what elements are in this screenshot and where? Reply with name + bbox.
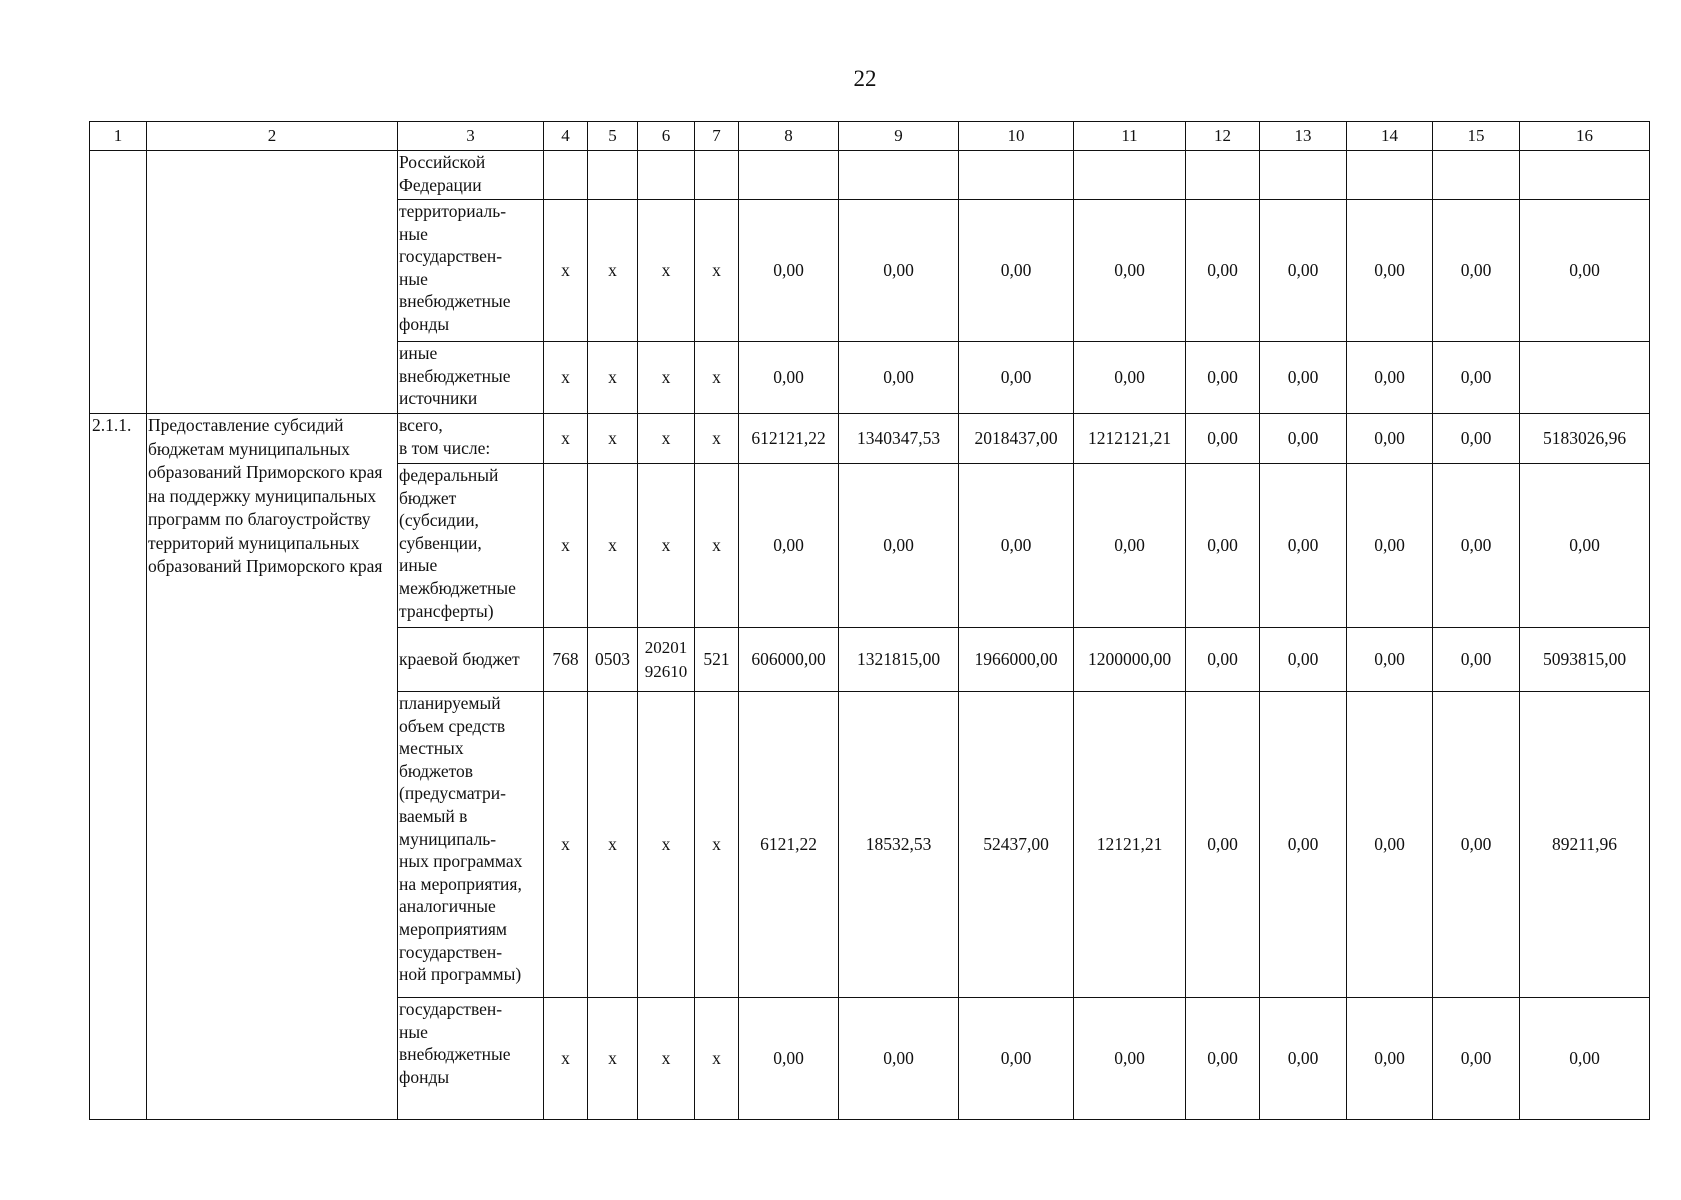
header-cell: 12 bbox=[1186, 122, 1260, 151]
value-cell: 0,00 bbox=[959, 200, 1074, 342]
value-cell bbox=[1186, 151, 1260, 200]
value-cell: 5183026,96 bbox=[1520, 414, 1650, 464]
value-cell: x bbox=[638, 692, 695, 998]
value-cell: x bbox=[695, 692, 739, 998]
value-cell: 0,00 bbox=[1074, 998, 1186, 1120]
value-cell: 0,00 bbox=[1260, 998, 1347, 1120]
value-cell bbox=[544, 151, 588, 200]
header-cell: 14 bbox=[1347, 122, 1433, 151]
value-cell: 0,00 bbox=[1433, 692, 1520, 998]
name-cell-empty bbox=[147, 151, 398, 414]
value-cell: x bbox=[638, 200, 695, 342]
value-cell: 0,00 bbox=[839, 998, 959, 1120]
value-cell: x bbox=[588, 200, 638, 342]
value-cell: 0,00 bbox=[1260, 414, 1347, 464]
budget-table bbox=[89, 121, 1650, 1120]
value-cell: 0,00 bbox=[1433, 342, 1520, 414]
value-cell bbox=[695, 151, 739, 200]
value-cell: 0,00 bbox=[959, 464, 1074, 628]
value-cell: 0,00 bbox=[1186, 628, 1260, 692]
item-name: Предоставление субсидий бюджетам муниципальных образований Приморского края на поддержку муниципальных программ по благоустройству территорий муниципальных образований Приморского края bbox=[147, 414, 398, 1120]
value-cell: 12121,21 bbox=[1074, 692, 1186, 998]
header-cell: 10 bbox=[959, 122, 1074, 151]
value-cell bbox=[1347, 151, 1433, 200]
header-cell: 5 bbox=[588, 122, 638, 151]
value-cell: 0,00 bbox=[959, 342, 1074, 414]
value-cell: 768 bbox=[544, 628, 588, 692]
value-cell: 1321815,00 bbox=[839, 628, 959, 692]
value-cell: 1340347,53 bbox=[839, 414, 959, 464]
value-cell bbox=[839, 151, 959, 200]
value-cell: 0,00 bbox=[1347, 692, 1433, 998]
index-cell-empty bbox=[90, 151, 147, 414]
value-cell: x bbox=[588, 414, 638, 464]
value-cell: x bbox=[588, 342, 638, 414]
value-cell: x bbox=[588, 464, 638, 628]
value-cell: 0,00 bbox=[1347, 464, 1433, 628]
value-cell: x bbox=[695, 464, 739, 628]
value-cell: 0,00 bbox=[1186, 464, 1260, 628]
source-cell: федеральный бюджет (субсидии, субвенции, иные межбюджетные трансферты) bbox=[398, 464, 544, 628]
header-cell: 16 bbox=[1520, 122, 1650, 151]
value-cell: x bbox=[588, 692, 638, 998]
value-cell: 0,00 bbox=[1074, 464, 1186, 628]
value-cell: 0,00 bbox=[1433, 200, 1520, 342]
value-cell: 0,00 bbox=[1260, 342, 1347, 414]
value-cell: 0,00 bbox=[1347, 342, 1433, 414]
value-cell: x bbox=[638, 414, 695, 464]
value-cell: x bbox=[544, 200, 588, 342]
table-row bbox=[90, 414, 1650, 464]
header-cell: 13 bbox=[1260, 122, 1347, 151]
value-cell: x bbox=[638, 342, 695, 414]
value-cell: x bbox=[544, 342, 588, 414]
value-cell: 0,00 bbox=[1347, 998, 1433, 1120]
value-cell bbox=[1520, 342, 1650, 414]
header-cell: 1 bbox=[90, 122, 147, 151]
value-cell bbox=[739, 151, 839, 200]
value-cell bbox=[1260, 151, 1347, 200]
value-cell: x bbox=[544, 998, 588, 1120]
value-cell: 1200000,00 bbox=[1074, 628, 1186, 692]
value-cell: 0,00 bbox=[839, 342, 959, 414]
value-cell: 0,00 bbox=[1186, 414, 1260, 464]
value-cell: x bbox=[695, 414, 739, 464]
value-cell: 0,00 bbox=[739, 342, 839, 414]
value-cell: x bbox=[695, 998, 739, 1120]
value-cell: 0,00 bbox=[1186, 342, 1260, 414]
value-cell bbox=[1520, 151, 1650, 200]
value-cell: 89211,96 bbox=[1520, 692, 1650, 998]
source-cell: всего, в том числе: bbox=[398, 414, 544, 464]
header-cell: 3 bbox=[398, 122, 544, 151]
value-cell: 521 bbox=[695, 628, 739, 692]
value-cell: 0,00 bbox=[1074, 342, 1186, 414]
value-cell: 612121,22 bbox=[739, 414, 839, 464]
value-cell: 1966000,00 bbox=[959, 628, 1074, 692]
value-cell: 0,00 bbox=[1433, 998, 1520, 1120]
header-cell: 2 bbox=[147, 122, 398, 151]
header-cell: 9 bbox=[839, 122, 959, 151]
source-cell: планируемый объем средств местных бюджетов (предусматри- ваемый в муниципаль- ных программах на мероприятия, аналогичные мероприятиям государствен- ной программы) bbox=[398, 692, 544, 998]
value-cell: x bbox=[638, 464, 695, 628]
value-cell: 0,00 bbox=[1520, 200, 1650, 342]
value-cell bbox=[588, 151, 638, 200]
value-cell: 0,00 bbox=[839, 200, 959, 342]
value-cell: 2018437,00 bbox=[959, 414, 1074, 464]
value-cell: 0503 bbox=[588, 628, 638, 692]
value-cell: x bbox=[695, 342, 739, 414]
value-cell: 0,00 bbox=[1520, 998, 1650, 1120]
value-cell: 0,00 bbox=[1074, 200, 1186, 342]
value-cell bbox=[1433, 151, 1520, 200]
value-cell: x bbox=[588, 998, 638, 1120]
value-cell: 0,00 bbox=[1260, 692, 1347, 998]
value-cell: 0,00 bbox=[1260, 464, 1347, 628]
value-cell: 0,00 bbox=[739, 464, 839, 628]
value-cell: 0,00 bbox=[739, 200, 839, 342]
page-number: 22 bbox=[853, 66, 877, 91]
value-cell: x bbox=[695, 200, 739, 342]
value-cell: x bbox=[544, 464, 588, 628]
value-cell: 0,00 bbox=[1520, 464, 1650, 628]
value-cell: x bbox=[544, 414, 588, 464]
value-cell: 0,00 bbox=[959, 998, 1074, 1120]
value-cell: 606000,00 bbox=[739, 628, 839, 692]
value-cell: 18532,53 bbox=[839, 692, 959, 998]
value-cell: 5093815,00 bbox=[1520, 628, 1650, 692]
source-cell: краевой бюджет bbox=[398, 628, 544, 692]
value-cell: 0,00 bbox=[1347, 200, 1433, 342]
value-cell: 0,00 bbox=[1260, 628, 1347, 692]
value-cell: 0,00 bbox=[1433, 464, 1520, 628]
value-cell bbox=[959, 151, 1074, 200]
value-cell: 6121,22 bbox=[739, 692, 839, 998]
header-cell: 8 bbox=[739, 122, 839, 151]
source-cell: иные внебюджетные источники bbox=[398, 342, 544, 414]
source-cell: государствен- ные внебюджетные фонды bbox=[398, 998, 544, 1120]
value-cell: 0,00 bbox=[739, 998, 839, 1120]
value-cell: 0,00 bbox=[839, 464, 959, 628]
header-cell: 6 bbox=[638, 122, 695, 151]
value-cell: 0,00 bbox=[1347, 628, 1433, 692]
header-cell: 11 bbox=[1074, 122, 1186, 151]
table-row bbox=[90, 151, 1650, 200]
value-cell: 0,00 bbox=[1347, 414, 1433, 464]
header-cell: 4 bbox=[544, 122, 588, 151]
source-cell: территориаль- ные государствен- ные внебюджетные фонды bbox=[398, 200, 544, 342]
value-cell: 0,00 bbox=[1433, 628, 1520, 692]
header-cell: 15 bbox=[1433, 122, 1520, 151]
value-cell: 20201 92610 bbox=[638, 628, 695, 692]
value-cell: 1212121,21 bbox=[1074, 414, 1186, 464]
value-cell: 0,00 bbox=[1433, 414, 1520, 464]
header-cell: 7 bbox=[695, 122, 739, 151]
source-cell: Российской Федерации bbox=[398, 151, 544, 200]
value-cell: 52437,00 bbox=[959, 692, 1074, 998]
value-cell: 0,00 bbox=[1186, 200, 1260, 342]
value-cell bbox=[638, 151, 695, 200]
value-cell bbox=[1074, 151, 1186, 200]
header-row bbox=[90, 122, 1650, 151]
value-cell: x bbox=[544, 692, 588, 998]
value-cell: 0,00 bbox=[1186, 998, 1260, 1120]
value-cell: x bbox=[638, 998, 695, 1120]
value-cell: 0,00 bbox=[1186, 692, 1260, 998]
item-index: 2.1.1. bbox=[90, 414, 147, 1120]
value-cell: 0,00 bbox=[1260, 200, 1347, 342]
